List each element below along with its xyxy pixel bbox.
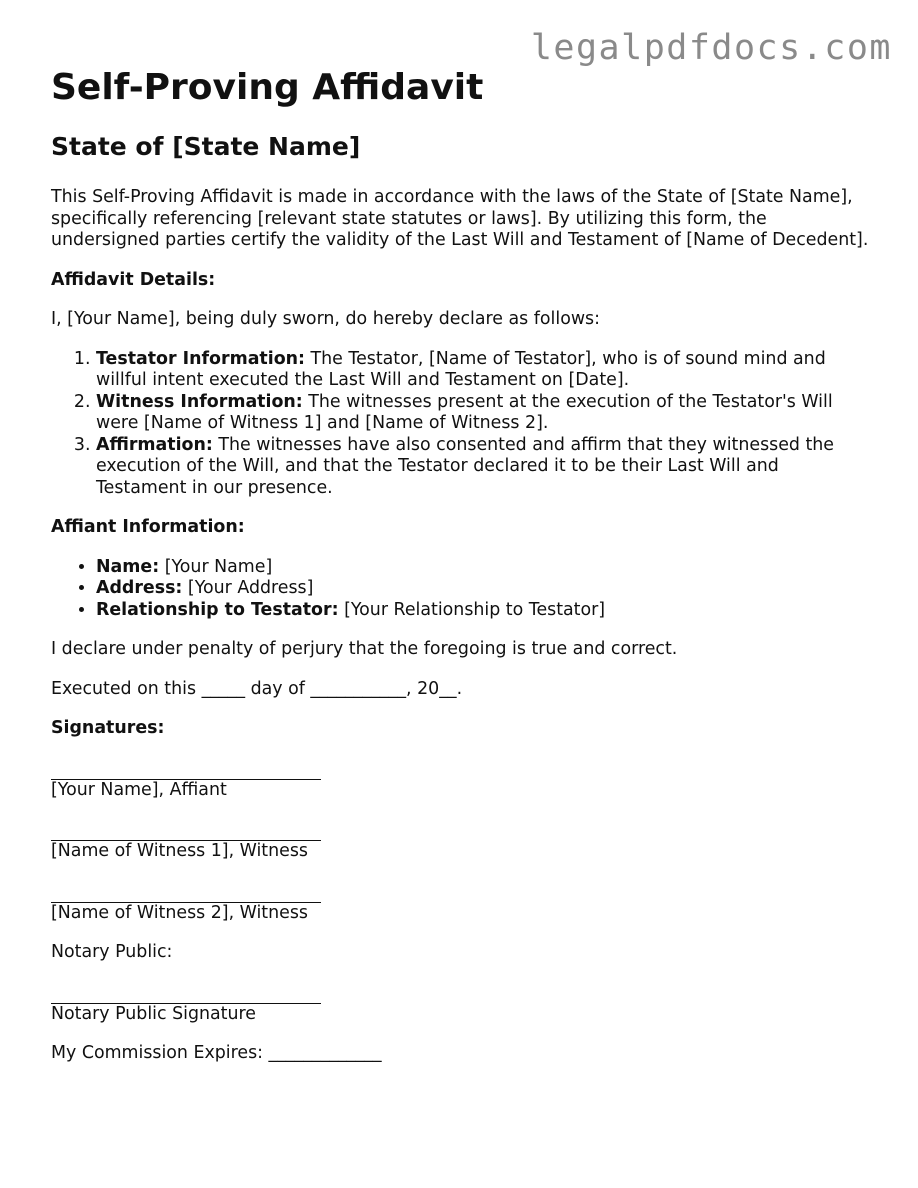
affiant-signature-block <box>51 758 871 802</box>
item-label: Testator Information: <box>96 348 305 369</box>
signature-line[interactable] <box>51 982 321 1004</box>
intro-paragraph: This Self-Proving Affidavit is made in accordance with the laws of the State of [State Name], specifically referencing [relevant state statutes or laws]. By utilizing this form, the undersigned parties certify the validity of the Last Will and Testament of [Name of Decedent]. <box>51 187 869 250</box>
item-label: Name: <box>96 556 160 577</box>
signature-caption: [Your Name], Affiant <box>51 779 227 800</box>
list-item <box>96 392 871 435</box>
list-item <box>96 435 871 500</box>
item-label: Address: <box>96 578 183 598</box>
signature-caption: Notary Public Signature <box>51 1003 256 1024</box>
item-label: Witness Information: <box>96 391 303 412</box>
witness2-signature-block <box>51 881 871 925</box>
list-item <box>96 600 871 622</box>
signature-line[interactable] <box>51 758 321 780</box>
site-watermark: legalpdfdocs.com <box>530 28 892 68</box>
perjury-statement: I declare under penalty of perjury that the foregoing is true and correct. <box>51 639 678 659</box>
list-item <box>96 349 871 392</box>
signature-line[interactable] <box>51 819 321 841</box>
signature-caption: [Name of Witness 1], Witness <box>51 841 308 861</box>
document-subtitle: State of [State Name] <box>51 132 361 161</box>
item-text: The witnesses present at the execution of the Testator's Will were [Name of Witness 1] and [Name of Witness 2]. <box>96 391 833 433</box>
signature-line[interactable] <box>51 881 321 903</box>
declaration-paragraph: I, [Your Name], being duly sworn, do hereby declare as follows: <box>51 309 600 329</box>
commission-expires-line: My Commission Expires: _____________ <box>51 1043 382 1063</box>
item-text: The witnesses have also consented and affirm that they witnessed the execution of the Will, and that the Testator declared it to be their Last Will and Testament in our presence. <box>96 434 835 498</box>
item-text: [Your Address] <box>182 578 314 598</box>
document-title: Self-Proving Affidavit <box>51 67 484 108</box>
item-text: [Your Name] <box>159 556 273 577</box>
document-body <box>51 187 871 1083</box>
affidavit-details-heading: Affidavit Details: <box>51 269 216 290</box>
item-text: [Your Relationship to Testator] <box>338 599 606 620</box>
witness1-signature-block <box>51 819 871 863</box>
item-text: The Testator, [Name of Testator], who is of sound mind and willful intent executed the Last Will and Testament on [Date]. <box>96 348 826 390</box>
list-item <box>96 557 871 579</box>
item-label: Relationship to Testator: <box>96 599 339 620</box>
affiant-information-list <box>51 557 871 622</box>
item-label: Affirmation: <box>96 434 213 455</box>
affiant-information-heading: Affiant Information: <box>51 517 245 537</box>
notary-signature-block <box>51 982 871 1026</box>
signature-caption: [Name of Witness 2], Witness <box>51 902 308 923</box>
list-item <box>96 578 871 600</box>
signatures-heading: Signatures: <box>51 718 165 738</box>
notary-heading: Notary Public: <box>51 942 173 962</box>
executed-line: Executed on this _____ day of ___________, 20__. <box>51 678 463 699</box>
affidavit-details-list <box>51 349 871 500</box>
